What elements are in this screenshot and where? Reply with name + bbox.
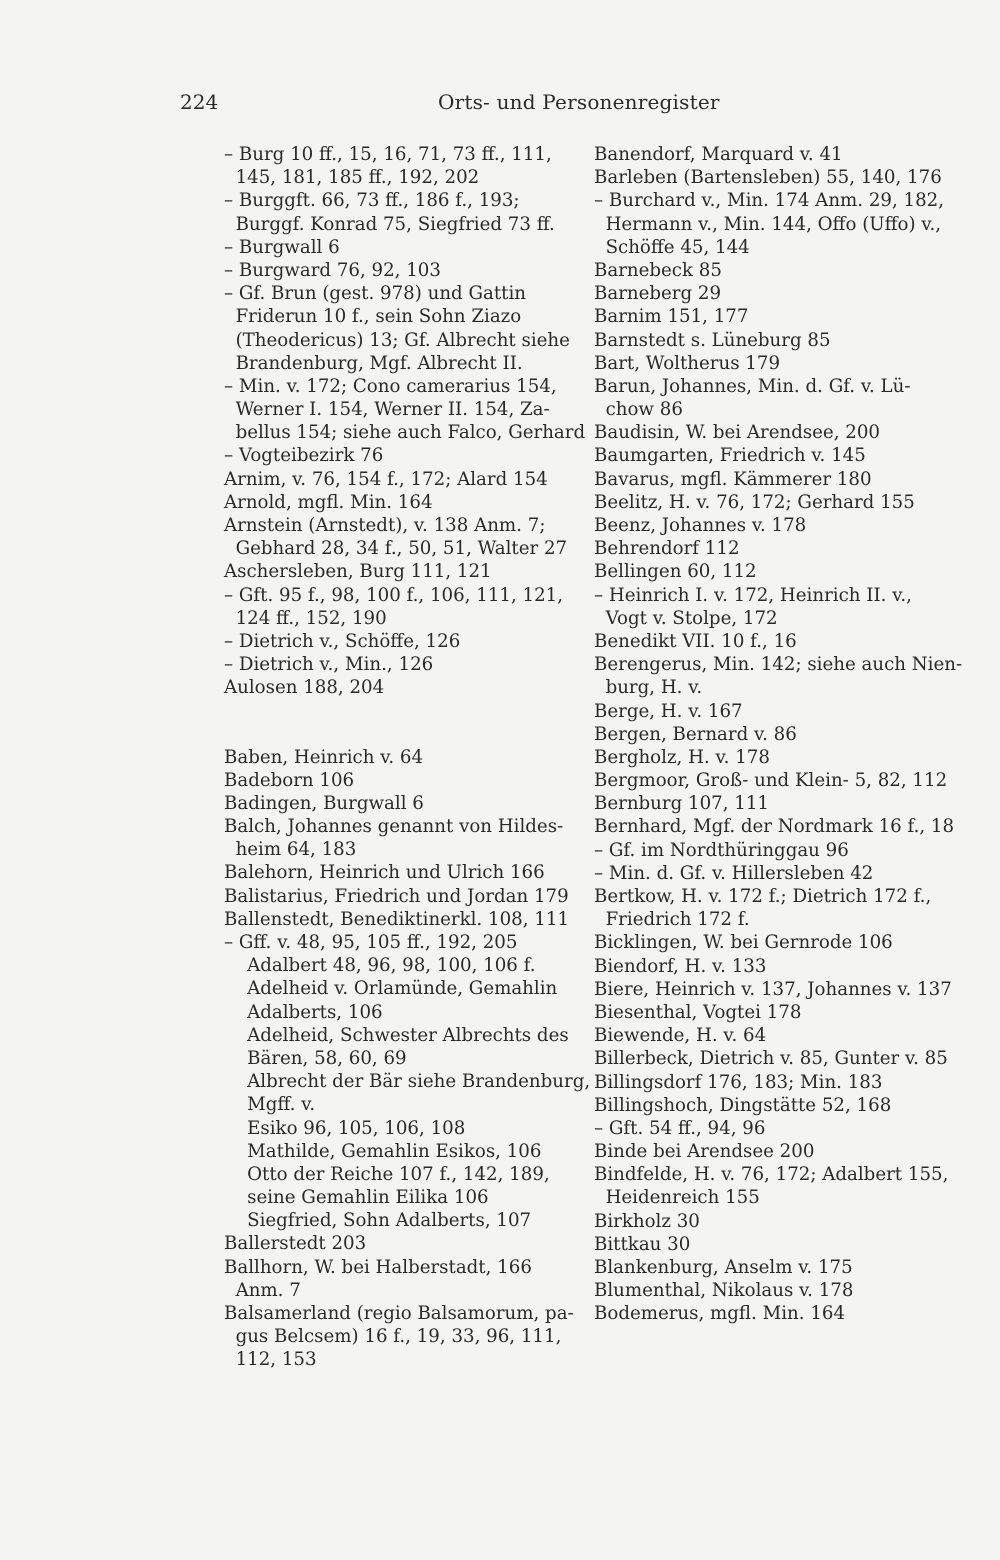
index-entry-line: Biewende, H. v. 64 <box>594 1025 767 1047</box>
index-entry-line: Balch, Johannes genannt von Hildes- <box>224 816 564 838</box>
index-entry-line: Arnim, v. 76, 154 f., 172; Alard 154 <box>224 468 548 490</box>
index-entry-line: Birkholz 30 <box>594 1210 700 1232</box>
index-entry-line: – Min. d. Gf. v. Hillersleben 42 <box>594 862 874 884</box>
index-entry-line: Balsamerland (regio Balsamorum, pa- <box>224 1303 574 1324</box>
index-entry-line: – Heinrich I. v. 172, Heinrich II. v., <box>594 584 912 606</box>
index-entry-line: – Burg 10 ff., 15, 16, 71, 73 ff., 111, <box>224 144 552 165</box>
index-entry-line: Bernburg 107, 111 <box>594 793 770 815</box>
index-entry-line: Werner I. 154, Werner II. 154, Za- <box>224 399 550 421</box>
index-entry-line: – Gf. Brun (gest. 978) und Gattin <box>224 283 526 305</box>
index-entry-line: Barnebeck 85 <box>594 259 722 281</box>
index-entry-line: heim 64, 183 <box>224 839 357 861</box>
index-entry-line: Mgff. v. <box>224 1094 316 1116</box>
index-entry-line: – Gff. v. 48, 95, 105 ff., 192, 205 <box>224 932 518 953</box>
index-entry-line: Bernhard, Mgf. der Nordmark 16 f., 18 <box>594 816 955 838</box>
index-entry-line: – Burgward 76, 92, 103 <box>224 259 441 281</box>
index-column-left <box>224 143 591 1372</box>
index-entry-line: Baben, Heinrich v. 64 <box>224 746 424 768</box>
index-entry-line: Esiko 96, 105, 106, 108 <box>224 1117 466 1139</box>
index-entry-line: – Burchard v., Min. 174 Anm. 29, 182, <box>594 190 945 212</box>
index-entry-line: Bavarus, mgfl. Kämmerer 180 <box>594 468 872 490</box>
section-gap <box>224 700 564 746</box>
index-entry-line: Badeborn 106 <box>224 769 355 791</box>
index-entry-line: seine Gemahlin Eilika 106 <box>224 1187 489 1209</box>
index-entry-line: Friedrich 172 f. <box>594 909 750 931</box>
index-entry-line: Bindfelde, H. v. 76, 172; Adalbert 155, <box>594 1164 949 1186</box>
index-entry-line: Bertkow, H. v. 172 f.; Dietrich 172 f., <box>594 886 932 907</box>
index-entry-line: Bären, 58, 60, 69 <box>224 1047 407 1069</box>
index-entry-line: Barun, Johannes, Min. d. Gf. v. Lü- <box>594 375 911 397</box>
index-entry-line: Barnstedt s. Lüneburg 85 <box>594 329 831 351</box>
index-entry-line: Siegfried, Sohn Adalberts, 107 <box>224 1210 532 1232</box>
index-entry-line: – Burgwall 6 <box>224 236 340 258</box>
page-number: 224 <box>180 90 219 114</box>
index-entry-line: Adalbert 48, 96, 98, 100, 106 f. <box>224 955 536 977</box>
index-entry-line: 112, 153 <box>224 1349 317 1371</box>
index-entry-line: bellus 154; siehe auch Falco, Gerhard <box>224 422 586 444</box>
index-entry-line: Blumenthal, Nikolaus v. 178 <box>594 1280 854 1302</box>
index-entry-line: Beenz, Johannes v. 178 <box>594 515 807 536</box>
index-entry-line: Bodemerus, mgfl. Min. 164 <box>594 1303 846 1325</box>
index-entry-line: Brandenburg, Mgf. Albrecht II. <box>224 352 523 374</box>
index-entry-line: Bergmoor, Groß- und Klein- 5, 82, 112 <box>594 770 948 792</box>
index-entry-line: 124 ff., 152, 190 <box>224 607 387 629</box>
index-entry-line: – Dietrich v., Min., 126 <box>224 654 434 676</box>
index-entry-line: Gebhard 28, 34 f., 50, 51, Walter 27 <box>224 538 568 560</box>
index-entry-line: Baumgarten, Friedrich v. 145 <box>594 445 866 467</box>
index-entry-line: Billingsdorf 176, 183; Min. 183 <box>594 1071 883 1093</box>
index-entry-line: (Theodericus) 13; Gf. Albrecht siehe <box>224 329 570 351</box>
index-entry-line: Baudisin, W. bei Arendsee, 200 <box>594 422 880 444</box>
index-entry-line: Bergholz, H. v. 178 <box>594 746 770 768</box>
index-entry-line: Beelitz, H. v. 76, 172; Gerhard 155 <box>594 491 915 513</box>
index-entry-line: Balehorn, Heinrich und Ulrich 166 <box>224 862 545 884</box>
index-entry-line: gus Belcsem) 16 f., 19, 33, 96, 111, <box>224 1326 562 1348</box>
index-entry-line: Aschersleben, Burg 111, 121 <box>224 561 492 583</box>
index-entry-line: Albrecht der Bär siehe Brandenburg, <box>224 1071 591 1093</box>
index-entry-line: Vogt v. Stolpe, 172 <box>594 607 778 629</box>
index-entry-line: Blankenburg, Anselm v. 175 <box>594 1257 853 1278</box>
index-entry-line: Bart, Woltherus 179 <box>594 352 781 374</box>
index-entry-line: Barnim 151, 177 <box>594 306 749 328</box>
index-entry-line: Adalberts, 106 <box>224 1001 383 1023</box>
index-column-right <box>594 143 963 1326</box>
index-entry-line: Balistarius, Friedrich und Jordan 179 <box>224 885 569 907</box>
index-entry-line: Adelheid, Schwester Albrechts des <box>224 1024 569 1046</box>
index-entry-line: – Vogteibezirk 76 <box>224 445 384 467</box>
index-entry-line: chow 86 <box>594 399 683 421</box>
index-entry-line: burg, H. v. <box>594 677 703 699</box>
index-entry-line: Anm. 7 <box>224 1279 301 1301</box>
index-entry-line: Bicklingen, W. bei Gernrode 106 <box>594 932 893 954</box>
index-entry-line: – Gft. 54 ff., 94, 96 <box>594 1117 766 1139</box>
index-entry-line: – Gf. im Nordthüringgau 96 <box>594 839 849 861</box>
index-entry-line: Billerbeck, Dietrich v. 85, Gunter v. 85 <box>594 1048 948 1070</box>
index-entry-line: Berge, H. v. 167 <box>594 700 743 722</box>
index-entry-line: Barleben (Bartensleben) 55, 140, 176 <box>594 167 942 189</box>
index-entry-line: Aulosen 188, 204 <box>224 677 385 699</box>
index-entry-line: Billingshoch, Dingstätte 52, 168 <box>594 1094 892 1116</box>
index-entry-line: Badingen, Burgwall 6 <box>224 792 424 814</box>
index-entry-line: Otto der Reiche 107 f., 142, 189, <box>224 1163 550 1185</box>
index-entry-line: – Min. v. 172; Cono camerarius 154, <box>224 375 557 397</box>
index-entry-line: Burggf. Konrad 75, Siegfried 73 ff. <box>224 213 555 235</box>
index-entry-line: Biesenthal, Vogtei 178 <box>594 1001 802 1023</box>
index-entry-line: Biendorf, H. v. 133 <box>594 955 767 977</box>
index-entry-line: Benedikt VII. 10 f., 16 <box>594 630 797 652</box>
index-entry-line: – Gft. 95 f., 98, 100 f., 106, 111, 121, <box>224 584 564 606</box>
index-entry-line: – Burggft. 66, 73 ff., 186 f., 193; <box>224 190 520 212</box>
index-entry-line: Arnstein (Arnstedt), v. 138 Anm. 7; <box>224 515 546 536</box>
index-entry-line: Adelheid v. Orlamünde, Gemahlin <box>224 978 558 1000</box>
index-entry-line: 145, 181, 185 ff., 192, 202 <box>224 167 480 189</box>
index-entry-line: Berengerus, Min. 142; siehe auch Nien- <box>594 654 963 676</box>
index-entry-line: Ballenstedt, Benediktinerkl. 108, 111 <box>224 908 570 930</box>
index-entry-line: Banendorf, Marquard v. 41 <box>594 144 843 165</box>
index-entry-line: Heidenreich 155 <box>594 1187 760 1209</box>
index-entry-line: Behrendorf 112 <box>594 538 740 560</box>
index-entry-line: Bergen, Bernard v. 86 <box>594 723 797 745</box>
index-entry-line: Friderun 10 f., sein Sohn Ziazo <box>224 306 522 328</box>
running-head: Orts- und Personenregister <box>438 90 720 114</box>
index-entry-line: Ballhorn, W. bei Halberstadt, 166 <box>224 1256 532 1278</box>
index-entry-line: – Dietrich v., Schöffe, 126 <box>224 630 461 652</box>
index-entry-line: Hermann v., Min. 144, Offo (Uffo) v., <box>594 213 942 235</box>
index-entry-line: Ballerstedt 203 <box>224 1233 367 1255</box>
index-entry-line: Biere, Heinrich v. 137, Johannes v. 137 <box>594 978 952 1000</box>
index-entry-line: Bellingen 60, 112 <box>594 561 757 583</box>
index-entry-line: Bittkau 30 <box>594 1233 691 1255</box>
index-entry-line: Schöffe 45, 144 <box>594 236 750 258</box>
index-entry-line: Barneberg 29 <box>594 283 722 305</box>
index-entry-line: Mathilde, Gemahlin Esikos, 106 <box>224 1140 542 1162</box>
index-entry-line: Arnold, mgfl. Min. 164 <box>224 491 433 513</box>
index-entry-line: Binde bei Arendsee 200 <box>594 1141 815 1163</box>
